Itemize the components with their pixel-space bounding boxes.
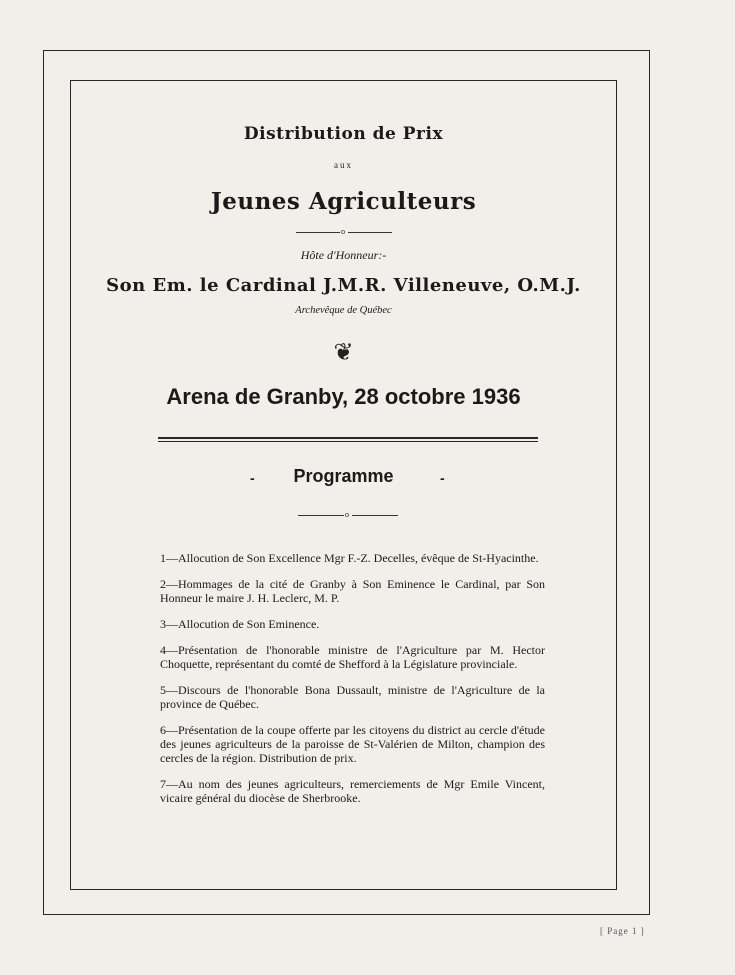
venue-date: Arena de Granby, 28 octobre 1936 [166,384,521,409]
program-item: 1—Allocution de Son Excellence Mgr F.-Z. Decelles, évêque de St-Hyacinthe. [160,551,539,565]
fleuron-icon: ❦ [333,340,354,366]
page-number: [ Page 1 ] [600,926,645,936]
program-item: 7—Au nom des jeunes agriculteurs, remerciements de Mgr Emile Vincent, vicaire général du diocèse de Sherbrooke. [160,777,545,805]
program-item: 4—Présentation de l'honorable ministre de l'Agriculture par M. Hector Choquette, représentant du comté de Shefford à la Législature provinciale. [160,643,545,671]
program-item: 2—Hommages de la cité de Granby à Son Eminence le Cardinal, par Son Honneur le maire J. H. Leclerc, M. P. [160,577,545,605]
ornament-circle: o [341,227,345,236]
program-item: 6—Présentation de la coupe offerte par les citoyens du district au cercle d'étude des jeunes agriculteurs de la paroisse de St-Valérien de Milton, champion des cercles de la région. Distribution de prix. [160,723,545,765]
program-heading: Programme [293,466,394,486]
dash-right: - [440,470,445,486]
heading-distribution: Distribution de Prix [243,124,444,144]
program-list [160,551,545,817]
hote-label: Hôte d'Honneur:- [300,248,387,262]
ornament-divider-top [296,228,392,238]
honoree-name: Son Em. le Cardinal J.M.R. Villeneuve, O.M.J. [106,275,581,296]
double-rule [158,437,538,444]
heading-jeunes-agriculteurs: Jeunes Agriculteurs [210,188,477,215]
dash-left: - [250,470,255,486]
ornament-circle: o [345,510,349,519]
program-item: 3—Allocution de Son Eminence. [160,617,320,631]
heading-aux: aux [334,160,353,170]
program-item: 5—Discours de l'honorable Bona Dussault, ministre de l'Agriculture de la province de Québec. [160,683,545,711]
honoree-title: Archevêque de Québec [295,305,392,316]
ornament-divider-bottom [298,511,398,521]
